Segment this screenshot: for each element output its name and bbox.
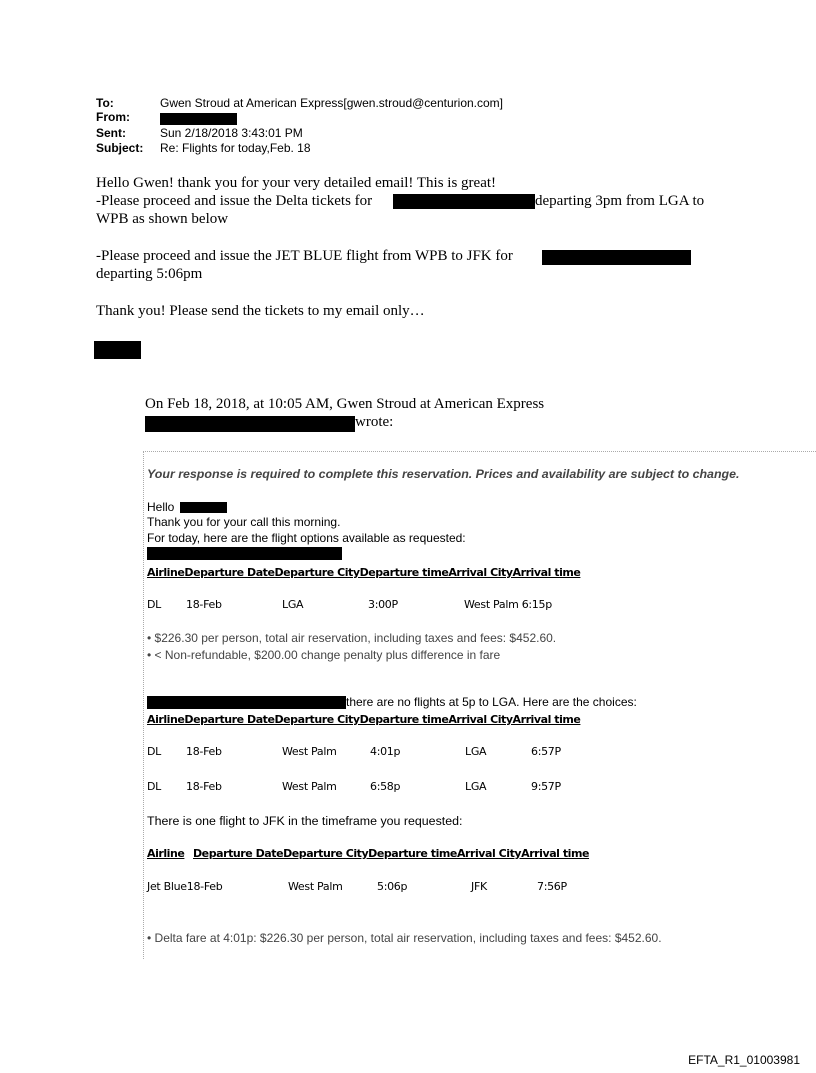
table2-header: AirlineDeparture DateDeparture CityDeparture timeArrival CityArrival time [147,713,581,726]
redaction-options-detail [147,547,342,560]
table3-row-arr-city: JFK [471,880,487,893]
quote-intro-line: On Feb 18, 2018, at 10:05 AM, Gwen Stroud at American Express [145,396,545,412]
redaction-sender-address [145,416,355,432]
fare-bullet: • $226.30 per person, total air reservation, including taxes and fees: $452.60. [147,631,557,645]
table2-row2-arr-time: 9:57P [531,780,561,793]
table2-row1-dep-time: 4:01p [370,745,401,758]
to-label: To: [96,96,114,110]
jetblue-instruction-cont: departing 5:06pm [96,266,203,282]
quote-intro-wrote: wrote: [355,414,394,430]
table3-row-arr-time: 7:56P [537,880,567,893]
table2-row2-airline: DL [147,780,161,793]
redaction-passenger-1 [393,194,535,209]
redaction-from [160,113,237,125]
table1-row-date: 18-Feb [186,598,222,611]
subject-value: Re: Flights for today,Feb. 18 [160,141,311,155]
table3-header-airline: Airline [147,847,185,860]
table2-row1-arr-time: 6:57P [531,745,561,758]
no-flights-note: there are no flights at 5p to LGA. Here are the choices: [346,695,637,709]
quote-left-border [143,451,144,959]
jetblue-instruction: -Please proceed and issue the JET BLUE flight from WPB to JFK for [96,248,513,264]
delta-instruction-end: departing 3pm from LGA to [535,193,705,209]
document-id: EFTA_R1_01003981 [688,1053,800,1067]
thanks-line: Thank you! Please send the tickets to my email only… [96,303,425,319]
response-required-notice: Your response is required to complete this reservation. Prices and availability are subject to change. [147,467,740,481]
table3-row-dep-city: West Palm [288,880,343,893]
table2-row1-airline: DL [147,745,161,758]
table3-row-airline-date: Jet Blue18-Feb [147,880,223,893]
to-value: Gwen Stroud at American Express[gwen.stroud@centurion.com] [160,96,504,110]
table2-row2-dep-time: 6:58p [370,780,401,793]
table1-header: AirlineDeparture DateDeparture CityDeparture timeArrival CityArrival time [147,566,581,579]
refund-bullet: • < Non-refundable, $200.00 change penalty plus difference in fare [147,648,501,662]
table2-row2-date: 18-Feb [186,780,222,793]
redaction-signature [94,341,141,359]
table1-row-dep-city: LGA [282,598,304,611]
delta-fare-bullet: • Delta fare at 4:01p: $226.30 per person, total air reservation, including taxes and fees: $452.60. [147,931,662,945]
redaction-client-name [180,502,227,513]
delta-instruction-start: -Please proceed and issue the Delta tickets for [96,193,373,209]
subject-label: Subject: [96,141,144,155]
table1-row-airline: DL [147,598,161,611]
sent-label: Sent: [96,126,126,140]
from-label: From: [96,110,130,124]
quote-thanks-call: Thank you for your call this morning. [147,515,341,529]
table3-row-dep-time: 5:06p [377,880,408,893]
table2-row1-date: 18-Feb [186,745,222,758]
table3-header: Departure DateDeparture CityDeparture timeArrival CityArrival time [193,847,590,860]
quote-options-intro: For today, here are the flight options available as requested: [147,531,466,545]
table2-row2-dep-city: West Palm [282,780,337,793]
table2-row1-arr-city: LGA [465,745,487,758]
quote-top-border [143,451,816,452]
sent-value: Sun 2/18/2018 3:43:01 PM [160,126,303,140]
jfk-intro: There is one flight to JFK in the timeframe you requested: [147,814,463,828]
table1-row-dep-time: 3:00P [368,598,398,611]
redaction-passenger-2 [542,250,691,265]
greeting-line: Hello Gwen! thank you for your very detailed email! This is great! [96,175,497,191]
table1-row-arrival: West Palm 6:15p [464,598,552,611]
delta-instruction-cont: WPB as shown below [96,211,229,227]
quote-hello: Hello [147,500,175,514]
table2-row1-dep-city: West Palm [282,745,337,758]
redaction-no-flights-prefix [147,696,346,709]
table2-row2-arr-city: LGA [465,780,487,793]
